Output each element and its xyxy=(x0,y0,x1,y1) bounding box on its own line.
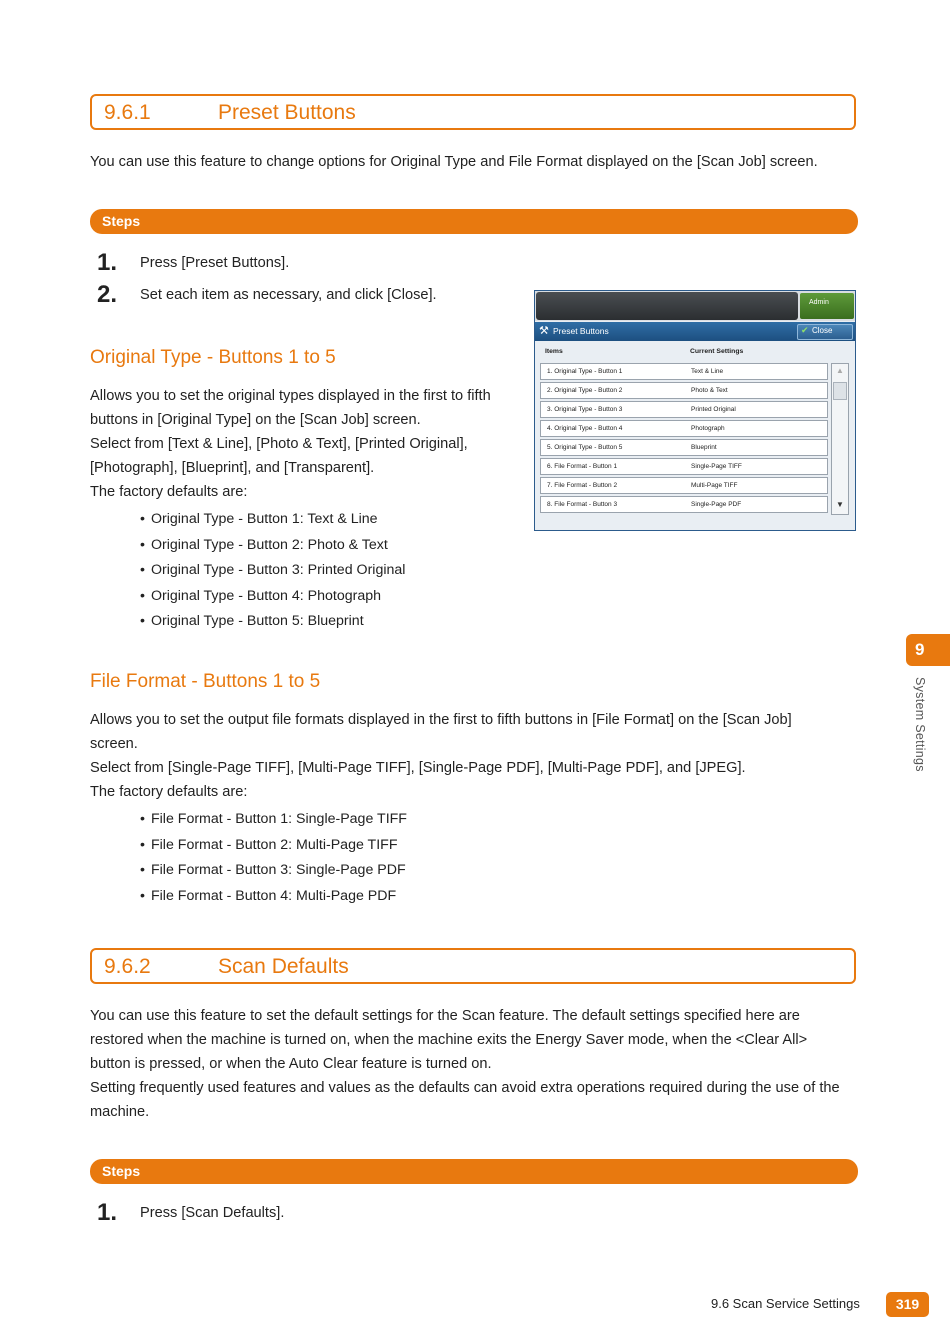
section-header-preset-buttons xyxy=(90,94,856,130)
row-item: 2. Original Type - Button 2 xyxy=(547,387,623,394)
list-item: • Original Type - Button 5: Blueprint xyxy=(140,609,405,635)
row-item: 6. File Format - Button 1 xyxy=(547,463,618,470)
chapter-label: System Settings xyxy=(913,677,927,772)
preset-buttons-screenshot xyxy=(534,290,856,531)
text-line: Select from [Text & Line], [Photo & Text], [Printed Original], xyxy=(90,436,468,452)
screenshot-top-bar xyxy=(535,291,855,321)
list-item: • File Format - Button 3: Single-Page PDF xyxy=(140,858,407,884)
row-item: 1. Original Type - Button 1 xyxy=(547,368,623,375)
screenshot-title-bar xyxy=(535,322,855,341)
settings-row xyxy=(540,382,828,399)
text-line: screen. xyxy=(90,736,138,752)
text-line: machine. xyxy=(90,1104,150,1120)
row-item: 8. File Format - Button 3 xyxy=(547,501,618,508)
steps-bar xyxy=(90,209,858,234)
list-item: • Original Type - Button 1: Text & Line xyxy=(140,507,405,533)
scan-defaults-description xyxy=(90,1004,840,1124)
list-item: • File Format - Button 4: Multi-Page PDF xyxy=(140,884,407,910)
screenshot-title: Preset Buttons xyxy=(553,326,609,336)
list-item: • Original Type - Button 3: Printed Original xyxy=(140,558,405,584)
step-text: Press [Preset Buttons]. xyxy=(140,255,290,271)
scroll-down-icon: ▼ xyxy=(836,500,844,509)
file-format-defaults-list xyxy=(140,807,407,909)
chapter-number: 9 xyxy=(915,640,925,659)
settings-row xyxy=(540,458,828,475)
admin-button xyxy=(800,293,854,319)
row-value: Photograph xyxy=(691,425,725,432)
subheading-original-type: Original Type - Buttons 1 to 5 xyxy=(90,347,336,368)
steps-bar xyxy=(90,1159,858,1184)
check-icon: ✔ xyxy=(801,325,809,335)
list-item: • Original Type - Button 2: Photo & Text xyxy=(140,533,405,559)
step-number: 2. xyxy=(97,281,118,308)
scroll-thumb xyxy=(833,382,847,400)
list-item: • Original Type - Button 4: Photograph xyxy=(140,584,405,610)
original-type-description xyxy=(90,384,491,504)
row-value: Text & Line xyxy=(691,368,724,375)
settings-row xyxy=(540,439,828,456)
section-number: 9.6.2 xyxy=(104,955,151,978)
chapter-tab xyxy=(906,634,950,666)
section-title: Preset Buttons xyxy=(218,101,356,124)
text-line: You can use this feature to set the default settings for the Scan feature. The default settings specified here are xyxy=(90,1008,800,1024)
row-value: Printed Original xyxy=(691,406,736,413)
screenshot-scrollbar xyxy=(831,363,849,515)
row-value: Single-Page PDF xyxy=(691,501,742,508)
step-text: Set each item as necessary, and click [Close]. xyxy=(140,287,437,303)
row-value: Photo & Text xyxy=(691,387,728,394)
settings-row xyxy=(540,401,828,418)
text-line: Select from [Single-Page TIFF], [Multi-Page TIFF], [Single-Page PDF], [Multi-Page PDF], and [JPEG]. xyxy=(90,760,746,776)
page-number: 319 xyxy=(886,1292,929,1317)
row-value: Multi-Page TIFF xyxy=(691,482,738,489)
row-value: Blueprint xyxy=(691,444,717,451)
text-line: Allows you to set the original types displayed in the first to fifth xyxy=(90,388,491,404)
text-line: The factory defaults are: xyxy=(90,484,248,500)
text-line: Setting frequently used features and values as the defaults can avoid extra operations required during the use of the xyxy=(90,1080,840,1096)
row-item: 4. Original Type - Button 4 xyxy=(547,425,623,432)
tools-icon: ⚒ xyxy=(539,325,549,337)
section-title: Scan Defaults xyxy=(218,955,349,978)
text-line: [Photograph], [Blueprint], and [Transparent]. xyxy=(90,460,375,476)
step-number: 1. xyxy=(97,249,118,276)
row-item: 7. File Format - Button 2 xyxy=(547,482,618,489)
steps-label: Steps xyxy=(102,1163,141,1179)
footer-section: 9.6 Scan Service Settings xyxy=(711,1296,860,1311)
admin-label: Admin xyxy=(809,299,829,306)
intro-paragraph: You can use this feature to change options for Original Type and File Format displayed on the [Scan Job] screen. xyxy=(90,154,818,170)
row-item: 5. Original Type - Button 5 xyxy=(547,444,623,451)
close-label: Close xyxy=(812,326,833,335)
text-line: The factory defaults are: xyxy=(90,784,248,800)
settings-row xyxy=(540,496,828,513)
text-line: buttons in [Original Type] on the [Scan Job] screen. xyxy=(90,412,421,428)
settings-row xyxy=(540,420,828,437)
step-text: Press [Scan Defaults]. xyxy=(140,1205,285,1221)
original-type-defaults-list xyxy=(140,507,405,635)
file-format-description xyxy=(90,708,792,804)
subheading-file-format: File Format - Buttons 1 to 5 xyxy=(90,671,321,692)
row-value: Single-Page TIFF xyxy=(691,463,742,470)
section-number: 9.6.1 xyxy=(104,101,151,124)
section-header-scan-defaults xyxy=(90,948,856,984)
close-button xyxy=(797,324,853,340)
list-item: • File Format - Button 1: Single-Page TIFF xyxy=(140,807,407,833)
column-header-current: Current Settings xyxy=(690,348,744,355)
step-number: 1. xyxy=(97,1199,118,1226)
text-line: restored when the machine is turned on, when the machine exits the Energy Saver mode, when the <Clear All> xyxy=(90,1032,808,1048)
column-header-items: Items xyxy=(545,348,563,355)
list-item: • File Format - Button 2: Multi-Page TIFF xyxy=(140,833,407,859)
scroll-up-icon: ▲ xyxy=(836,366,844,375)
settings-row xyxy=(540,477,828,494)
text-line: button is pressed, or when the Auto Clear feature is turned on. xyxy=(90,1056,492,1072)
text-line: Allows you to set the output file formats displayed in the first to fifth buttons in [File Format] on the [Scan Job] xyxy=(90,712,792,728)
settings-row xyxy=(540,363,828,380)
row-item: 3. Original Type - Button 3 xyxy=(547,406,623,413)
screenshot-message-area xyxy=(536,292,798,320)
steps-label: Steps xyxy=(102,213,141,229)
